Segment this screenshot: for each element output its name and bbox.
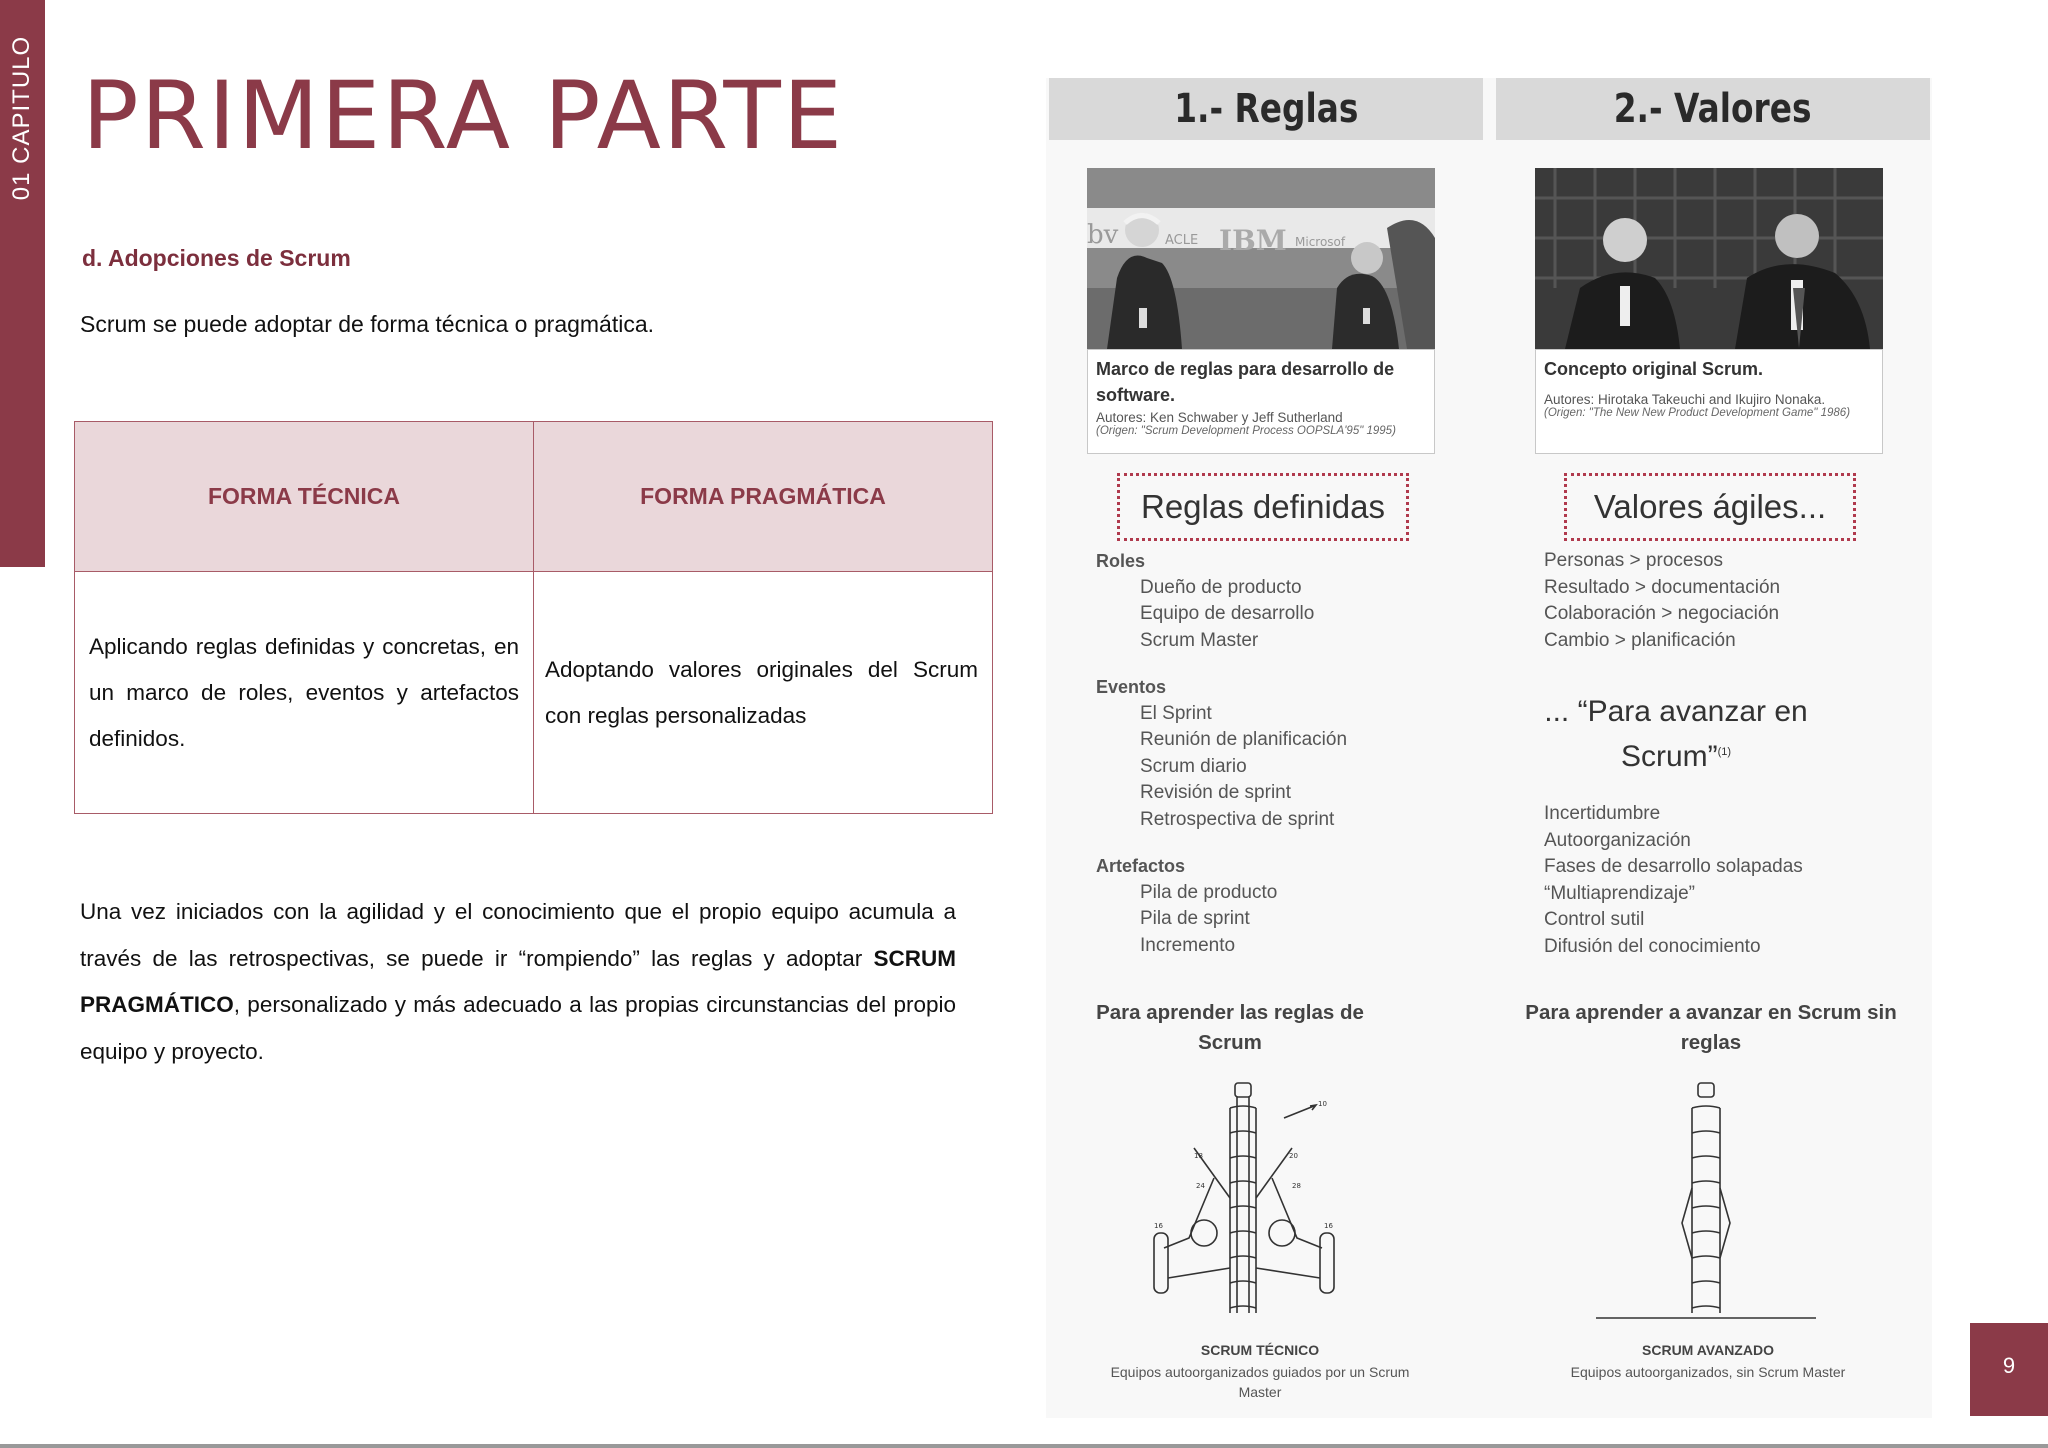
photo-schwaber-sutherland [1087, 168, 1435, 349]
box-reglas-definidas: Reglas definidas [1117, 473, 1409, 541]
learn-avanzar-text: Para aprender a avanzar en Scrum sin reglas [1525, 1001, 1897, 1054]
svg-text:24: 24 [1196, 1182, 1205, 1190]
group-roles: Roles [1096, 551, 1146, 571]
svg-text:20: 20 [1289, 1152, 1298, 1160]
closing-paragraph [80, 889, 956, 1075]
reglas-list [1096, 548, 1347, 959]
concept-item: Control sutil [1544, 909, 1645, 930]
closing-text-start: Una vez iniciados con la agilidad y el conocimiento que el propio equipo acumula a través de las retrospectivas, se puede ir “rompiendo” las reglas y adoptar [80, 899, 956, 971]
group-artefactos: Artefactos [1096, 856, 1186, 876]
list-item: Incremento [1140, 934, 1236, 956]
bicycle-training-wheels-drawing [1134, 1078, 1354, 1328]
scrum-avanzado-label: SCRUM AVANZADO [1642, 1342, 1774, 1358]
value-item: Colaboración > negociación [1544, 603, 1780, 624]
svg-text:18: 18 [1194, 1152, 1203, 1160]
svg-text:16: 16 [1154, 1222, 1163, 1230]
svg-text:10: 10 [1318, 1100, 1327, 1108]
heading-reglas: 1.- Reglas [1049, 78, 1483, 140]
list-item: Revisión de sprint [1140, 782, 1292, 803]
svg-text:bv: bv [1087, 220, 1119, 250]
caption-valores-origin: (Origen: "The New New Product Development Game" 1986) [1544, 407, 1851, 419]
chapter-label: 01 CAPITULO [8, 35, 35, 201]
section-subtitle: d. Adopciones de Scrum [82, 245, 351, 271]
scrum-infographic [1046, 78, 1932, 1418]
bicycle-no-wheels-drawing [1586, 1078, 1826, 1328]
concept-item: Autoorganización [1544, 829, 1691, 851]
valores-list [1544, 548, 1780, 654]
caption-reglas-authors: Autores: Ken Schwaber y Jeff Sutherland [1096, 410, 1343, 425]
list-item: Equipo de desarrollo [1140, 603, 1315, 624]
table-row [75, 572, 993, 814]
svg-text:Microsof: Microsof [1295, 235, 1346, 249]
scrum-tecnico-description: Equipos autoorganizados guiados por un Scrum Master [1110, 1364, 1410, 1400]
concept-item: “Multiaprendizaje” [1544, 882, 1696, 904]
table-header-tecnica: FORMA TÉCNICA [75, 422, 534, 572]
caption-reglas [1087, 349, 1435, 454]
chapter-side-band [0, 0, 45, 567]
table-header-pragmatica: FORMA PRAGMÁTICA [534, 422, 993, 572]
learn-reglas-text: Para aprender las reglas de Scrum [1096, 1001, 1364, 1054]
list-item: Retrospectiva de sprint [1140, 808, 1335, 830]
scrum-tecnico-label: SCRUM TÉCNICO [1200, 1342, 1320, 1358]
concept-item: Difusión del conocimiento [1544, 935, 1761, 957]
heading-valores: 2.- Valores [1496, 78, 1930, 140]
concept-item: Incertidumbre [1544, 803, 1661, 824]
list-item: Scrum diario [1140, 755, 1247, 777]
svg-text:16: 16 [1324, 1222, 1333, 1230]
photo-takeuchi-nonaka [1535, 168, 1883, 349]
value-item: Cambio > planificación [1544, 629, 1736, 651]
box-valores-agiles: Valores ágiles... [1564, 473, 1856, 541]
intro-paragraph: Scrum se puede adoptar de forma técnica o pragmática. [80, 311, 655, 337]
caption-valores [1535, 349, 1883, 454]
list-item: El Sprint [1140, 702, 1212, 724]
caption-reglas-origin: (Origen: "Scrum Development Process OOPSLA'95" 1995) [1096, 425, 1396, 437]
caption-reglas-title: Marco de reglas para desarrollo de software. [1096, 359, 1395, 405]
svg-text:IBM: IBM [1219, 224, 1287, 257]
svg-text:28: 28 [1292, 1182, 1301, 1190]
value-item: Resultado > documentación [1544, 576, 1781, 598]
page-number: 9 [1970, 1323, 2048, 1416]
quote-avanzar-scrum: ... “Para avanzar en Scrum”$^{(1)}$ [1544, 695, 1808, 773]
concept-item: Fases de desarrollo solapadas [1544, 856, 1803, 877]
list-item: Pila de producto [1140, 881, 1278, 903]
quote-footnote-marker: (1) [1717, 746, 1732, 758]
value-item: Personas > procesos [1544, 550, 1724, 571]
list-item: Scrum Master [1140, 629, 1259, 651]
svg-text:ACLE: ACLE [1165, 233, 1199, 248]
table-cell-pragmatica: Adoptando valores originales del Scrum con reglas personalizadas [534, 572, 993, 814]
list-item: Reunión de planificación [1140, 729, 1348, 750]
group-eventos: Eventos [1096, 677, 1167, 697]
table-cell-tecnica: Aplicando reglas definidas y concretas, en un marco de roles, eventos y artefactos definidos. [75, 572, 534, 814]
scrum-avanzado-description: Equipos autoorganizados, sin Scrum Master [1570, 1364, 1846, 1380]
list-item: Dueño de producto [1140, 576, 1302, 598]
caption-valores-title: Concepto original Scrum. [1544, 359, 1764, 379]
footer-divider [0, 1444, 2048, 1448]
comparison-table [74, 421, 993, 814]
table-header-row [75, 422, 993, 572]
page-title: PRIMERA PARTE [82, 62, 845, 171]
list-item: Pila de sprint [1140, 908, 1250, 929]
closing-text-end: , personalizado y más adecuado a las propias circunstancias del propio equipo y proyecto. [80, 992, 956, 1064]
caption-valores-authors: Autores: Hirotaka Takeuchi and Ikujiro Nonaka. [1544, 392, 1826, 407]
concepts-list [1544, 801, 1803, 960]
closing-bold-text: SCRUM PRAGMÁTICO [80, 945, 956, 1017]
